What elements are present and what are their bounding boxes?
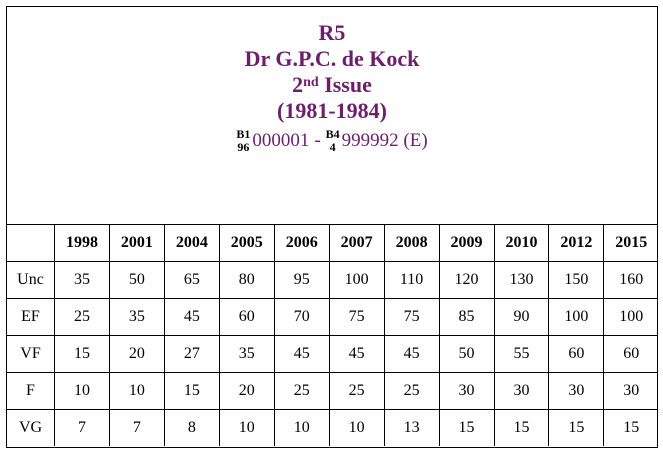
year-header: 2009 xyxy=(439,225,494,262)
corner-cell xyxy=(7,225,55,262)
price-cell: 25 xyxy=(274,373,329,410)
price-cell: 45 xyxy=(384,336,439,373)
grade-label: F xyxy=(7,373,55,410)
year-header-row xyxy=(7,225,658,262)
price-cell: 100 xyxy=(604,299,658,336)
price-cell: 30 xyxy=(604,373,658,410)
year-header: 2010 xyxy=(494,225,549,262)
price-cell: 35 xyxy=(219,336,274,373)
header xyxy=(7,7,657,225)
year-header: 2004 xyxy=(164,225,219,262)
issue-suffix: nd xyxy=(303,75,319,90)
grade-label: Unc xyxy=(7,262,55,299)
price-cell: 95 xyxy=(274,262,329,299)
year-header: 2015 xyxy=(604,225,658,262)
price-cell: 10 xyxy=(109,373,164,410)
table-row xyxy=(7,410,658,447)
price-cell: 15 xyxy=(549,410,604,447)
price-cell: 75 xyxy=(329,299,384,336)
price-cell: 50 xyxy=(439,336,494,373)
serial-end-number: 999992 (E) xyxy=(341,130,428,151)
year-header: 2001 xyxy=(109,225,164,262)
issue-word: Issue xyxy=(324,72,372,97)
table-row xyxy=(7,373,658,410)
serial-start-number: 000001 xyxy=(252,130,310,151)
table-row xyxy=(7,262,658,299)
price-cell: 45 xyxy=(329,336,384,373)
serial-start-prefix-bottom: 96 xyxy=(237,140,250,154)
price-cell: 25 xyxy=(55,299,110,336)
serial-range xyxy=(7,128,657,154)
issue-years: (1981-1984) xyxy=(277,98,387,123)
price-cell: 35 xyxy=(109,299,164,336)
price-cell: 60 xyxy=(604,336,658,373)
price-cell: 130 xyxy=(494,262,549,299)
price-cell: 60 xyxy=(219,299,274,336)
price-cell: 8 xyxy=(164,410,219,447)
price-table xyxy=(7,225,658,446)
price-cell: 65 xyxy=(164,262,219,299)
price-cell: 7 xyxy=(55,410,110,447)
price-cell: 13 xyxy=(384,410,439,447)
price-cell: 15 xyxy=(55,336,110,373)
price-cell: 60 xyxy=(549,336,604,373)
price-cell: 75 xyxy=(384,299,439,336)
price-cell: 85 xyxy=(439,299,494,336)
price-cell: 120 xyxy=(439,262,494,299)
serial-start-prefix-top: B1 xyxy=(236,127,251,141)
price-cell: 45 xyxy=(164,299,219,336)
year-header: 2012 xyxy=(549,225,604,262)
grade-label: VF xyxy=(7,336,55,373)
serial-end-prefix-bottom: 4 xyxy=(329,140,336,154)
issue-number: 2 xyxy=(292,72,304,97)
serial-dash: - xyxy=(314,130,321,151)
price-cell: 35 xyxy=(55,262,110,299)
price-cell: 7 xyxy=(109,410,164,447)
price-cell: 100 xyxy=(329,262,384,299)
serial-end-prefix-top: B4 xyxy=(325,127,340,141)
issue-line xyxy=(7,72,657,98)
price-cell: 80 xyxy=(219,262,274,299)
year-header: 2006 xyxy=(274,225,329,262)
price-cell: 10 xyxy=(219,410,274,447)
price-cell: 30 xyxy=(494,373,549,410)
price-cell: 15 xyxy=(164,373,219,410)
table-row xyxy=(7,299,658,336)
price-cell: 100 xyxy=(549,299,604,336)
price-cell: 25 xyxy=(384,373,439,410)
signatory-name: Dr G.P.C. de Kock xyxy=(244,46,420,71)
year-header: 1998 xyxy=(55,225,110,262)
grade-label: VG xyxy=(7,410,55,447)
price-cell: 90 xyxy=(494,299,549,336)
grade-label: EF xyxy=(7,299,55,336)
serial-start-prefix xyxy=(236,128,250,154)
price-cell: 15 xyxy=(494,410,549,447)
year-header: 2005 xyxy=(219,225,274,262)
price-cell: 25 xyxy=(329,373,384,410)
price-cell: 30 xyxy=(439,373,494,410)
price-cell: 55 xyxy=(494,336,549,373)
price-cell: 30 xyxy=(549,373,604,410)
price-cell: 110 xyxy=(384,262,439,299)
price-cell: 20 xyxy=(109,336,164,373)
document-frame xyxy=(6,6,658,448)
serial-end-prefix xyxy=(326,128,340,154)
year-header: 2008 xyxy=(384,225,439,262)
price-cell: 70 xyxy=(274,299,329,336)
price-cell: 45 xyxy=(274,336,329,373)
price-cell: 20 xyxy=(219,373,274,410)
price-cell: 27 xyxy=(164,336,219,373)
price-cell: 150 xyxy=(549,262,604,299)
price-cell: 10 xyxy=(274,410,329,447)
price-cell: 15 xyxy=(604,410,658,447)
price-cell: 50 xyxy=(109,262,164,299)
year-header: 2007 xyxy=(329,225,384,262)
table-row xyxy=(7,336,658,373)
note-code: R5 xyxy=(318,20,346,45)
price-cell: 10 xyxy=(329,410,384,447)
price-cell: 15 xyxy=(439,410,494,447)
price-cell: 10 xyxy=(55,373,110,410)
price-cell: 160 xyxy=(604,262,658,299)
